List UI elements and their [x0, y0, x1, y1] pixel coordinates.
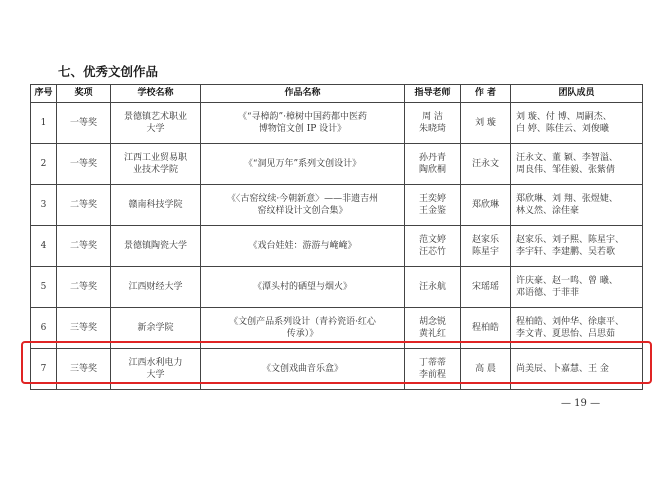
row-author: 刘 璇: [461, 103, 511, 144]
row-members: 汪永文、董 颖、李智溢、 周良伟、邹佳毅、张紫倩: [511, 144, 643, 185]
table-row: [31, 226, 643, 267]
table-row: [31, 144, 643, 185]
row-work: 《文创产品系列设计（青衿瓷语·红心 传承）》: [201, 308, 405, 349]
row-award: 三等奖: [57, 308, 111, 349]
row-advisor: 丁蒂蒂 李前程: [405, 349, 461, 390]
row-no: 3: [31, 185, 57, 226]
row-no: 4: [31, 226, 57, 267]
section-title: 七、优秀文创作品: [58, 64, 159, 79]
row-school: 景德镇艺术职业 大学: [111, 103, 201, 144]
header-members: 团队成员: [511, 85, 643, 103]
row-school: 江西水利电力 大学: [111, 349, 201, 390]
table-row: [31, 185, 643, 226]
row-members: 尚美辰、卜嘉慧、王 金: [511, 349, 643, 390]
row-work: 《〈古窑纹续·今朝新意〉——非遗吉州 窑纹样设计文创合集》: [201, 185, 405, 226]
row-school: 江西财经大学: [111, 267, 201, 308]
row-members: 许庆豪、赵一鸣、曾 曦、 邓语德、于菲菲: [511, 267, 643, 308]
table-row: [31, 267, 643, 308]
page-number: — 19 —: [561, 398, 601, 409]
table-row: [31, 103, 643, 144]
row-author: 宋瑶瑶: [461, 267, 511, 308]
header-school: 学校名称: [111, 85, 201, 103]
row-advisor: 汪永航: [405, 267, 461, 308]
row-author: 高 晨: [461, 349, 511, 390]
row-school: 江西工业贸易职 业技术学院: [111, 144, 201, 185]
row-award: 二等奖: [57, 185, 111, 226]
row-work: 《“寻樟韵”·樟树中国药都中医药 博物馆文创 IP 设计》: [201, 103, 405, 144]
row-school: 赣南科技学院: [111, 185, 201, 226]
row-advisor: 范文婷 汪芯竹: [405, 226, 461, 267]
row-advisor: 孙丹青 陶欣桐: [405, 144, 461, 185]
row-no: 1: [31, 103, 57, 144]
row-no: 6: [31, 308, 57, 349]
header-advisor: 指导老师: [405, 85, 461, 103]
row-school: 新余学院: [111, 308, 201, 349]
row-author: 程柏皓: [461, 308, 511, 349]
row-work: 《潭头村的硒望与烟火》: [201, 267, 405, 308]
row-award: 二等奖: [57, 267, 111, 308]
header-author: 作 者: [461, 85, 511, 103]
row-work: 《“洞见万年”系列文创设计》: [201, 144, 405, 185]
row-members: 郑欣琳、刘 翔、张煜婕、 林义然、涂佳豪: [511, 185, 643, 226]
red-highlight-box: [21, 341, 652, 384]
row-award: 一等奖: [57, 144, 111, 185]
row-advisor: 胡念锐 黄礼红: [405, 308, 461, 349]
row-award: 二等奖: [57, 226, 111, 267]
row-work: 《文创戏曲音乐盒》: [201, 349, 405, 390]
row-award: 三等奖: [57, 349, 111, 390]
header-work: 作品名称: [201, 85, 405, 103]
row-members: 刘 璇、付 博、周嗣杰、 白 婷、陈佳云、刘俊曦: [511, 103, 643, 144]
row-school: 景德镇陶瓷大学: [111, 226, 201, 267]
row-author: 郑欣琳: [461, 185, 511, 226]
row-author: 赵家乐 陈星宇: [461, 226, 511, 267]
row-members: 赵家乐、刘子熙、陈星宇、 李宇轩、李建鹏、吴若歌: [511, 226, 643, 267]
row-members: 程柏皓、刘仲华、徐康平、 李文青、夏思怡、吕思茹: [511, 308, 643, 349]
row-no: 7: [31, 349, 57, 390]
row-advisor: 王奕婷 王金鉴: [405, 185, 461, 226]
row-no: 5: [31, 267, 57, 308]
header-award: 奖项: [57, 85, 111, 103]
row-author: 汪永文: [461, 144, 511, 185]
header-no: 序号: [31, 85, 57, 103]
row-work: 《戏台娃娃：游游与崦崦》: [201, 226, 405, 267]
row-advisor: 周 洁 朱晓琦: [405, 103, 461, 144]
row-award: 一等奖: [57, 103, 111, 144]
table-header-row: [31, 85, 643, 103]
row-no: 2: [31, 144, 57, 185]
